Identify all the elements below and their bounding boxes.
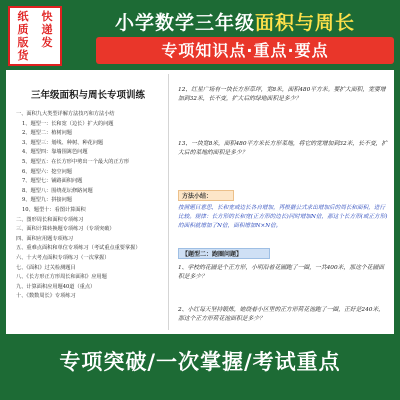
question-13: 13、一块宽8米，面积480平方米长方形菜地，将它的宽增加到32米，长不变，扩大后的菜地的面积是多少？ bbox=[178, 141, 388, 156]
table-of-contents bbox=[10, 70, 166, 334]
question-2: 2、小红每天坚持锻炼，她绕着小区里的正方形荷花池跑了一圈，正好是240米，那这个正方形荷花池面积是多少？ bbox=[178, 307, 385, 322]
toc-item: 5、题型五：在长方形中剪出一个最大的正方形 bbox=[22, 158, 130, 165]
toc-item: 三、面积计算转换题专项练习（专项突破） bbox=[16, 226, 115, 233]
toc-item: 2、题型二：植树问题 bbox=[22, 130, 72, 137]
badge-char: 货 bbox=[17, 49, 29, 62]
document-preview bbox=[6, 70, 394, 334]
product-title bbox=[76, 8, 394, 32]
toc-item: 8、题型八：围绕花坛修路问题 bbox=[22, 187, 93, 194]
content-page bbox=[174, 70, 390, 334]
toc-item: 一、面积九大类型详解方法技巧和方法小结 bbox=[16, 111, 115, 117]
badge-char: 纸 bbox=[17, 10, 29, 23]
toc-item: 6、题型六：挖空问题 bbox=[22, 168, 72, 175]
subtitle-banner: 专项知识点·重点·要点 bbox=[96, 37, 394, 64]
tips-text: 按照题目意思，长和宽或边长各自增加，再根据公式求出增加后的周长和面积，进行比较。规律：长方形的长和宽(正方形的边长)同时增加N倍，那这个长方形(或正方形)的面积就增加了N倍，面积增加N×N倍。 bbox=[178, 205, 388, 229]
badge-char bbox=[35, 49, 59, 62]
page-divider bbox=[168, 74, 169, 330]
tips-label: 方法小结： bbox=[178, 190, 234, 201]
toc-item: 五、重难点面积和单位专项练习（考试重点重要掌握） bbox=[16, 245, 141, 252]
badge-char: 发 bbox=[41, 36, 53, 49]
toc-item: 七、《面积》过关检测题目 bbox=[16, 264, 76, 271]
badge-char: 版 bbox=[17, 36, 29, 49]
toc-item: 四、面积应用题专项练习 bbox=[16, 235, 74, 242]
toc-item: 1、题型一：长和宽（边长）扩大的问题 bbox=[22, 120, 114, 127]
toc-item: 二、图形周长和面积专项练习 bbox=[16, 216, 84, 223]
toc-item: 九、计算面积应用题40道（重点） bbox=[16, 283, 96, 290]
toc-item: 3、题型三：划线、种树、种花问题 bbox=[22, 139, 104, 146]
toc-item: 7、题型七：铺路面积问题 bbox=[22, 178, 83, 185]
badge-char: 质 bbox=[17, 23, 29, 36]
toc-item: 十、《数数周长》专项练习 bbox=[16, 293, 76, 300]
toc-item: 六、十大考点面积专项练习（一次掌握） bbox=[16, 254, 110, 261]
toc-item: 10、题型十：看图计算面积 bbox=[22, 206, 86, 213]
badge-char: 快 bbox=[41, 10, 53, 23]
title-highlight: 面积与周长 bbox=[255, 12, 356, 34]
shipping-badge bbox=[8, 6, 62, 66]
footer-slogan: 专项突破/一次掌握/考试重点 bbox=[59, 350, 341, 374]
topic-label: 【题型二：跑圈问题】 bbox=[178, 248, 270, 259]
toc-title: 三年级面积与周长专项训练 bbox=[30, 90, 145, 101]
toc-item: 4、题型四：靠墙围篱笆问题 bbox=[22, 149, 88, 156]
question-1: 1、学校的花圃是个正方形，小明沿着花圃跑了一圈，一共400米，那这个花圃面积是多少？ bbox=[178, 265, 385, 280]
title-prefix: 小学数学三年级 bbox=[114, 12, 255, 34]
badge-char: 递 bbox=[41, 23, 53, 36]
toc-item: 9、题型九：拼接问题 bbox=[22, 197, 72, 204]
question-12: 12、红星广场有一块长方形草坪，宽8米，面积480平方米。要扩大面积，宽要增加到32米，长不变，扩大后的绿地面积是多少？ bbox=[178, 87, 386, 102]
toc-item: 八、《长方形正方形周长和面积》应用题 bbox=[16, 274, 107, 281]
toc-list bbox=[16, 110, 168, 302]
